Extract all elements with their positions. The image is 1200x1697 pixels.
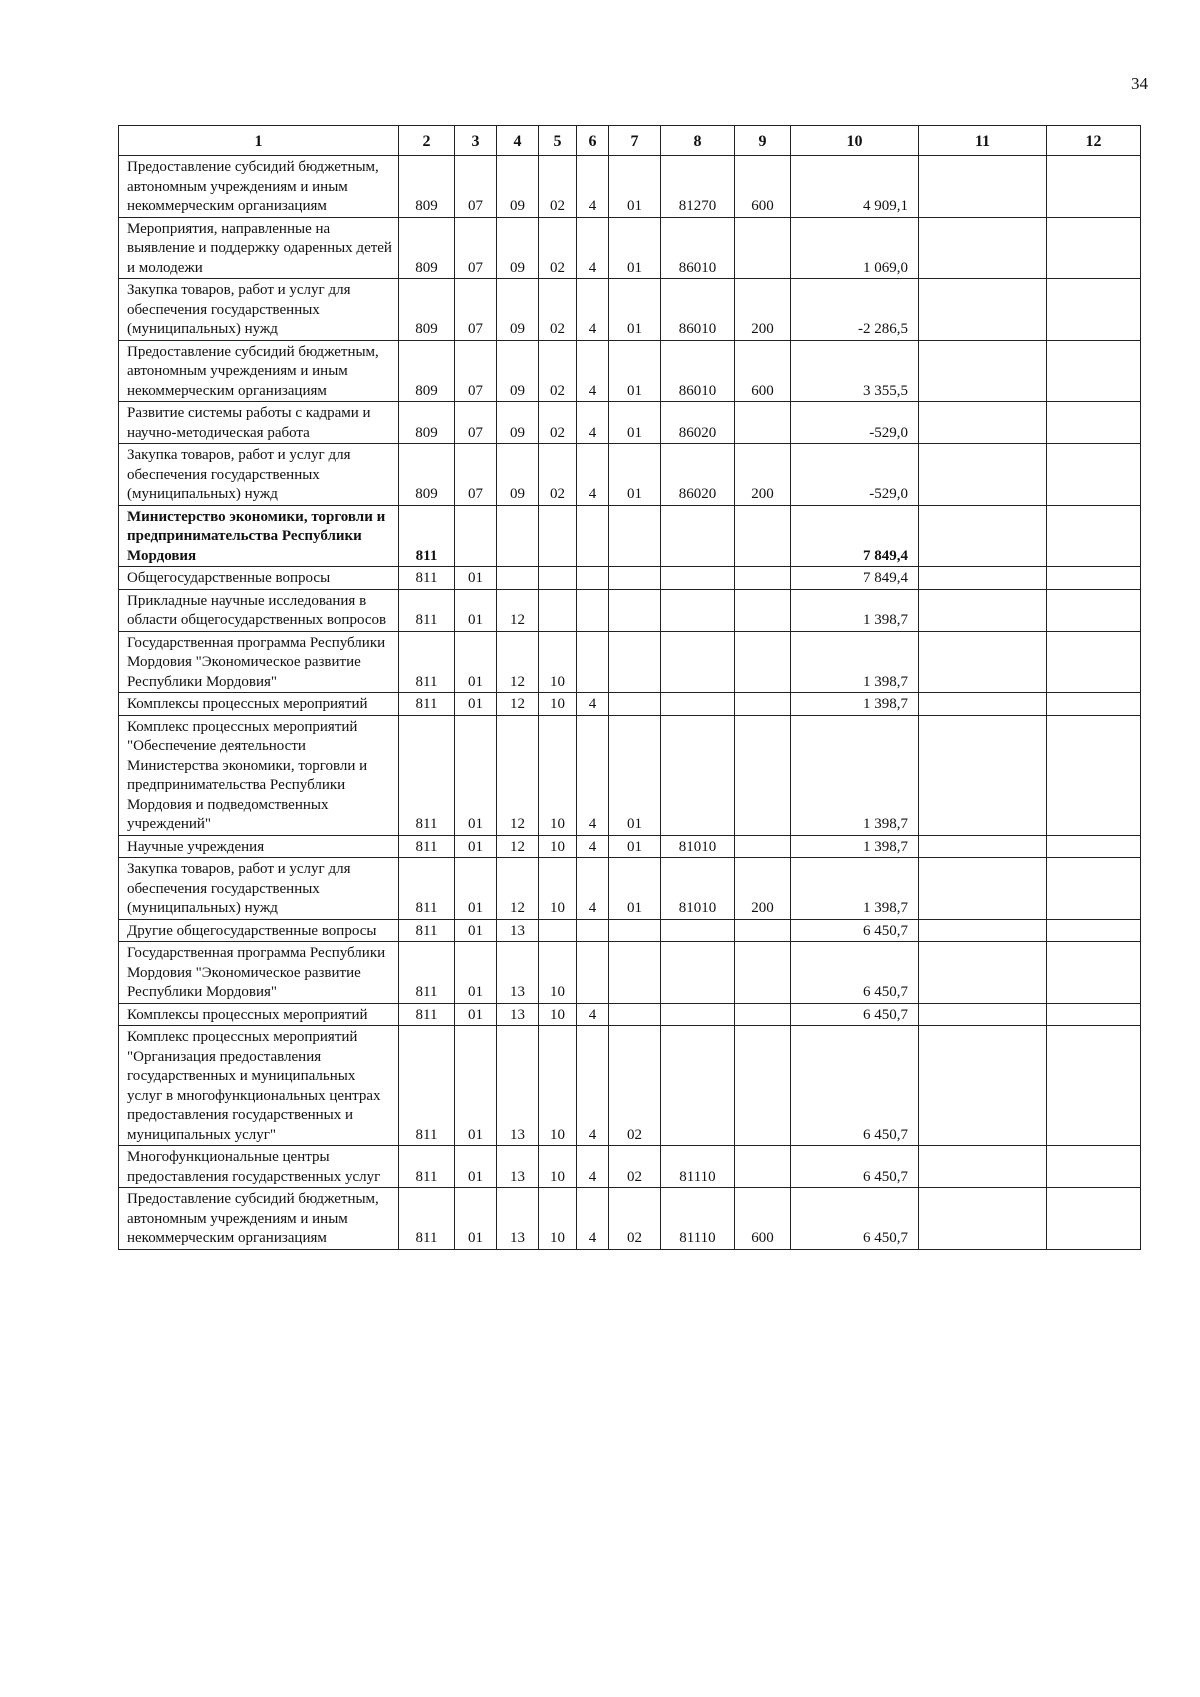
cell-ministry-code: 811: [399, 858, 455, 920]
cell-col-12: [1047, 505, 1141, 567]
cell-complex-code: [609, 631, 661, 693]
cell-direction-code: [661, 693, 735, 716]
cell-subprogram-code: 4: [577, 858, 609, 920]
cell-amount: 1 398,7: [791, 715, 919, 835]
cell-expense-type-code: [735, 1146, 791, 1188]
cell-subsection-code: 09: [497, 279, 539, 341]
table-row: [119, 1146, 1141, 1188]
cell-ministry-code: 811: [399, 1188, 455, 1250]
cell-expense-type-code: [735, 589, 791, 631]
cell-col-12: [1047, 1188, 1141, 1250]
cell-subprogram-code: 4: [577, 444, 609, 506]
cell-subprogram-code: [577, 919, 609, 942]
cell-complex-code: 01: [609, 444, 661, 506]
cell-amount: 1 398,7: [791, 631, 919, 693]
cell-ministry-code: 811: [399, 1026, 455, 1146]
cell-section-code: 07: [455, 156, 497, 218]
cell-amount: 6 450,7: [791, 1188, 919, 1250]
cell-name: Другие общегосударственные вопросы: [119, 919, 399, 942]
cell-direction-code: 81270: [661, 156, 735, 218]
cell-col-11: [919, 156, 1047, 218]
cell-col-12: [1047, 693, 1141, 716]
cell-section-code: 01: [455, 858, 497, 920]
cell-subsection-code: 13: [497, 1026, 539, 1146]
cell-name: Комплексы процессных мероприятий: [119, 1003, 399, 1026]
cell-subsection-code: 13: [497, 1003, 539, 1026]
cell-section-code: 01: [455, 1146, 497, 1188]
cell-name: Мероприятия, направленные на выявление и поддержку одаренных детей и молодежи: [119, 217, 399, 279]
column-header-3: 3: [455, 126, 497, 156]
cell-subprogram-code: 4: [577, 835, 609, 858]
cell-direction-code: 81110: [661, 1146, 735, 1188]
table-row: [119, 715, 1141, 835]
cell-ministry-code: 811: [399, 631, 455, 693]
cell-direction-code: [661, 505, 735, 567]
cell-col-12: [1047, 858, 1141, 920]
cell-program-code: 02: [539, 279, 577, 341]
cell-section-code: 01: [455, 631, 497, 693]
cell-program-code: 02: [539, 402, 577, 444]
cell-program-code: 10: [539, 693, 577, 716]
cell-col-12: [1047, 1003, 1141, 1026]
cell-section-code: 07: [455, 444, 497, 506]
cell-col-12: [1047, 835, 1141, 858]
cell-amount: 4 909,1: [791, 156, 919, 218]
table-row: [119, 942, 1141, 1004]
cell-col-12: [1047, 919, 1141, 942]
cell-subprogram-code: 4: [577, 156, 609, 218]
cell-direction-code: [661, 1003, 735, 1026]
cell-program-code: 10: [539, 1003, 577, 1026]
cell-subprogram-code: 4: [577, 340, 609, 402]
cell-program-code: [539, 589, 577, 631]
cell-program-code: 10: [539, 858, 577, 920]
cell-col-11: [919, 919, 1047, 942]
table-header-row: [119, 126, 1141, 156]
cell-col-11: [919, 1188, 1047, 1250]
cell-complex-code: 01: [609, 279, 661, 341]
cell-ministry-code: 809: [399, 402, 455, 444]
column-header-6: 6: [577, 126, 609, 156]
cell-amount: 6 450,7: [791, 1003, 919, 1026]
cell-subsection-code: 13: [497, 1146, 539, 1188]
table-row: [119, 156, 1141, 218]
cell-subprogram-code: 4: [577, 217, 609, 279]
table-row: [119, 1026, 1141, 1146]
cell-subsection-code: 12: [497, 631, 539, 693]
cell-name: Государственная программа Республики Мордовия "Экономическое развитие Республики Мордовия": [119, 631, 399, 693]
table-row: [119, 589, 1141, 631]
cell-col-11: [919, 835, 1047, 858]
cell-program-code: 02: [539, 217, 577, 279]
cell-complex-code: 01: [609, 835, 661, 858]
table-row: [119, 858, 1141, 920]
cell-direction-code: 86010: [661, 279, 735, 341]
cell-complex-code: 01: [609, 156, 661, 218]
cell-program-code: 10: [539, 1146, 577, 1188]
cell-ministry-code: 809: [399, 217, 455, 279]
cell-ministry-code: 811: [399, 693, 455, 716]
cell-program-code: [539, 919, 577, 942]
cell-direction-code: [661, 589, 735, 631]
cell-complex-code: [609, 567, 661, 590]
cell-col-12: [1047, 402, 1141, 444]
cell-amount: 6 450,7: [791, 919, 919, 942]
cell-col-11: [919, 340, 1047, 402]
cell-section-code: 01: [455, 693, 497, 716]
cell-amount: 3 355,5: [791, 340, 919, 402]
cell-subprogram-code: 4: [577, 402, 609, 444]
table-row: [119, 631, 1141, 693]
cell-subprogram-code: 4: [577, 1003, 609, 1026]
cell-expense-type-code: [735, 567, 791, 590]
cell-program-code: 10: [539, 942, 577, 1004]
cell-name: Предоставление субсидий бюджетным, автономным учреждениям и иным некоммерческим организациям: [119, 156, 399, 218]
cell-col-12: [1047, 1026, 1141, 1146]
column-header-12: 12: [1047, 126, 1141, 156]
cell-col-11: [919, 693, 1047, 716]
cell-expense-type-code: 200: [735, 444, 791, 506]
column-header-1: 1: [119, 126, 399, 156]
cell-name: Многофункциональные центры предоставления государственных услуг: [119, 1146, 399, 1188]
cell-amount: -529,0: [791, 444, 919, 506]
cell-amount: 6 450,7: [791, 1146, 919, 1188]
cell-col-12: [1047, 444, 1141, 506]
cell-expense-type-code: [735, 693, 791, 716]
column-header-8: 8: [661, 126, 735, 156]
cell-col-12: [1047, 156, 1141, 218]
cell-ministry-code: 811: [399, 942, 455, 1004]
cell-program-code: [539, 567, 577, 590]
cell-direction-code: [661, 942, 735, 1004]
cell-program-code: 10: [539, 1188, 577, 1250]
cell-amount: 1 398,7: [791, 693, 919, 716]
cell-col-12: [1047, 1146, 1141, 1188]
cell-complex-code: 01: [609, 402, 661, 444]
cell-direction-code: 86010: [661, 340, 735, 402]
cell-section-code: 01: [455, 1026, 497, 1146]
column-header-10: 10: [791, 126, 919, 156]
cell-col-11: [919, 217, 1047, 279]
cell-ministry-code: 811: [399, 919, 455, 942]
cell-program-code: 02: [539, 444, 577, 506]
cell-ministry-code: 811: [399, 589, 455, 631]
cell-name: Государственная программа Республики Мордовия "Экономическое развитие Республики Мордовия": [119, 942, 399, 1004]
cell-direction-code: [661, 715, 735, 835]
cell-ministry-code: 811: [399, 1146, 455, 1188]
cell-subprogram-code: 4: [577, 715, 609, 835]
cell-name: Закупка товаров, работ и услуг для обеспечения государственных (муниципальных) нужд: [119, 444, 399, 506]
cell-col-11: [919, 1146, 1047, 1188]
column-header-2: 2: [399, 126, 455, 156]
cell-expense-type-code: 200: [735, 279, 791, 341]
cell-section-code: 07: [455, 402, 497, 444]
cell-col-11: [919, 715, 1047, 835]
cell-direction-code: 81010: [661, 835, 735, 858]
cell-subprogram-code: 4: [577, 1026, 609, 1146]
cell-amount: 1 398,7: [791, 589, 919, 631]
cell-program-code: 02: [539, 156, 577, 218]
cell-complex-code: 02: [609, 1146, 661, 1188]
cell-subsection-code: [497, 567, 539, 590]
column-header-7: 7: [609, 126, 661, 156]
table-row: [119, 1188, 1141, 1250]
cell-ministry-code: 809: [399, 340, 455, 402]
cell-col-12: [1047, 631, 1141, 693]
table-row: [119, 505, 1141, 567]
cell-subsection-code: 09: [497, 156, 539, 218]
table-body: [119, 156, 1141, 1250]
cell-name: Закупка товаров, работ и услуг для обеспечения государственных (муниципальных) нужд: [119, 279, 399, 341]
cell-ministry-code: 809: [399, 444, 455, 506]
cell-amount: -2 286,5: [791, 279, 919, 341]
cell-subprogram-code: [577, 567, 609, 590]
cell-complex-code: 01: [609, 340, 661, 402]
cell-subprogram-code: [577, 942, 609, 1004]
cell-subsection-code: 13: [497, 942, 539, 1004]
cell-direction-code: [661, 1026, 735, 1146]
cell-program-code: 10: [539, 631, 577, 693]
cell-expense-type-code: [735, 505, 791, 567]
table-row: [119, 693, 1141, 716]
cell-subprogram-code: [577, 505, 609, 567]
cell-direction-code: 81110: [661, 1188, 735, 1250]
cell-amount: 7 849,4: [791, 505, 919, 567]
cell-col-11: [919, 858, 1047, 920]
cell-subprogram-code: [577, 589, 609, 631]
cell-col-12: [1047, 279, 1141, 341]
cell-col-12: [1047, 340, 1141, 402]
cell-subsection-code: 12: [497, 693, 539, 716]
cell-section-code: 01: [455, 589, 497, 631]
cell-complex-code: [609, 919, 661, 942]
cell-expense-type-code: [735, 631, 791, 693]
cell-subprogram-code: 4: [577, 1146, 609, 1188]
cell-subprogram-code: 4: [577, 693, 609, 716]
cell-amount: -529,0: [791, 402, 919, 444]
column-header-11: 11: [919, 126, 1047, 156]
cell-section-code: 01: [455, 1003, 497, 1026]
cell-expense-type-code: 200: [735, 858, 791, 920]
cell-expense-type-code: [735, 715, 791, 835]
table-row: [119, 340, 1141, 402]
cell-subsection-code: 12: [497, 715, 539, 835]
cell-amount: 6 450,7: [791, 1026, 919, 1146]
cell-col-12: [1047, 567, 1141, 590]
page-number: 34: [1131, 74, 1148, 93]
cell-section-code: 01: [455, 835, 497, 858]
cell-subsection-code: 12: [497, 589, 539, 631]
cell-section-code: [455, 505, 497, 567]
table-row: [119, 444, 1141, 506]
cell-complex-code: [609, 505, 661, 567]
cell-subprogram-code: 4: [577, 1188, 609, 1250]
cell-section-code: 01: [455, 942, 497, 1004]
table-row: [119, 279, 1141, 341]
cell-section-code: 01: [455, 567, 497, 590]
cell-section-code: 07: [455, 340, 497, 402]
cell-name: Министерство экономики, торговли и предпринимательства Республики Мордовия: [119, 505, 399, 567]
cell-ministry-code: 811: [399, 835, 455, 858]
cell-complex-code: 01: [609, 715, 661, 835]
cell-ministry-code: 811: [399, 715, 455, 835]
cell-name: Закупка товаров, работ и услуг для обеспечения государственных (муниципальных) нужд: [119, 858, 399, 920]
cell-direction-code: [661, 631, 735, 693]
cell-amount: 1 069,0: [791, 217, 919, 279]
cell-col-11: [919, 1003, 1047, 1026]
cell-expense-type-code: [735, 919, 791, 942]
cell-subsection-code: 13: [497, 1188, 539, 1250]
cell-name: Развитие системы работы с кадрами и научно-методическая работа: [119, 402, 399, 444]
cell-name: Комплексы процессных мероприятий: [119, 693, 399, 716]
cell-subprogram-code: 4: [577, 279, 609, 341]
cell-section-code: 01: [455, 715, 497, 835]
cell-ministry-code: 809: [399, 156, 455, 218]
cell-name: Общегосударственные вопросы: [119, 567, 399, 590]
cell-col-11: [919, 402, 1047, 444]
cell-complex-code: [609, 1003, 661, 1026]
cell-program-code: 10: [539, 715, 577, 835]
cell-section-code: 07: [455, 279, 497, 341]
cell-amount: 6 450,7: [791, 942, 919, 1004]
cell-expense-type-code: 600: [735, 1188, 791, 1250]
cell-expense-type-code: 600: [735, 156, 791, 218]
cell-direction-code: [661, 919, 735, 942]
cell-name: Предоставление субсидий бюджетным, автономным учреждениям и иным некоммерческим организациям: [119, 340, 399, 402]
column-header-4: 4: [497, 126, 539, 156]
cell-ministry-code: 809: [399, 279, 455, 341]
table-row: [119, 919, 1141, 942]
cell-amount: 1 398,7: [791, 858, 919, 920]
budget-table: [118, 125, 1141, 1250]
table-row: [119, 567, 1141, 590]
cell-col-12: [1047, 217, 1141, 279]
cell-complex-code: [609, 693, 661, 716]
cell-col-11: [919, 505, 1047, 567]
cell-direction-code: 86010: [661, 217, 735, 279]
cell-subsection-code: 12: [497, 858, 539, 920]
cell-col-12: [1047, 589, 1141, 631]
cell-program-code: [539, 505, 577, 567]
cell-col-11: [919, 1026, 1047, 1146]
cell-expense-type-code: [735, 217, 791, 279]
cell-col-11: [919, 444, 1047, 506]
cell-col-11: [919, 279, 1047, 341]
cell-ministry-code: 811: [399, 567, 455, 590]
cell-subsection-code: 09: [497, 340, 539, 402]
cell-complex-code: 02: [609, 1188, 661, 1250]
cell-subsection-code: 09: [497, 444, 539, 506]
cell-expense-type-code: [735, 1003, 791, 1026]
cell-col-12: [1047, 715, 1141, 835]
cell-expense-type-code: [735, 942, 791, 1004]
cell-col-11: [919, 567, 1047, 590]
cell-complex-code: 01: [609, 217, 661, 279]
cell-subsection-code: 12: [497, 835, 539, 858]
cell-expense-type-code: [735, 402, 791, 444]
cell-direction-code: 81010: [661, 858, 735, 920]
cell-expense-type-code: [735, 1026, 791, 1146]
cell-section-code: 01: [455, 919, 497, 942]
cell-name: Комплекс процессных мероприятий "Организация предоставления государственных и муниципальных услуг в многофункциональных центрах предоставления государственных и муниципальных услуг": [119, 1026, 399, 1146]
cell-section-code: 01: [455, 1188, 497, 1250]
cell-col-11: [919, 631, 1047, 693]
cell-expense-type-code: [735, 835, 791, 858]
cell-program-code: 02: [539, 340, 577, 402]
cell-program-code: 10: [539, 1026, 577, 1146]
cell-name: Прикладные научные исследования в области общегосударственных вопросов: [119, 589, 399, 631]
cell-subsection-code: 09: [497, 217, 539, 279]
cell-complex-code: [609, 589, 661, 631]
cell-col-11: [919, 942, 1047, 1004]
table-row: [119, 217, 1141, 279]
cell-direction-code: 86020: [661, 402, 735, 444]
table-row: [119, 402, 1141, 444]
cell-complex-code: [609, 942, 661, 1004]
cell-amount: 7 849,4: [791, 567, 919, 590]
cell-name: Предоставление субсидий бюджетным, автономным учреждениям и иным некоммерческим организациям: [119, 1188, 399, 1250]
cell-subsection-code: 09: [497, 402, 539, 444]
column-header-9: 9: [735, 126, 791, 156]
cell-direction-code: [661, 567, 735, 590]
cell-subsection-code: 13: [497, 919, 539, 942]
cell-col-12: [1047, 942, 1141, 1004]
cell-subprogram-code: [577, 631, 609, 693]
cell-ministry-code: 811: [399, 1003, 455, 1026]
column-header-5: 5: [539, 126, 577, 156]
cell-amount: 1 398,7: [791, 835, 919, 858]
cell-name: Комплекс процессных мероприятий "Обеспечение деятельности Министерства экономики, торговли и предпринимательства Республики Мордовия и подведомственных учреждений": [119, 715, 399, 835]
cell-ministry-code: 811: [399, 505, 455, 567]
cell-direction-code: 86020: [661, 444, 735, 506]
cell-complex-code: 01: [609, 858, 661, 920]
cell-program-code: 10: [539, 835, 577, 858]
cell-complex-code: 02: [609, 1026, 661, 1146]
cell-expense-type-code: 600: [735, 340, 791, 402]
table-row: [119, 1003, 1141, 1026]
cell-section-code: 07: [455, 217, 497, 279]
cell-col-11: [919, 589, 1047, 631]
cell-name: Научные учреждения: [119, 835, 399, 858]
cell-subsection-code: [497, 505, 539, 567]
table-row: [119, 835, 1141, 858]
